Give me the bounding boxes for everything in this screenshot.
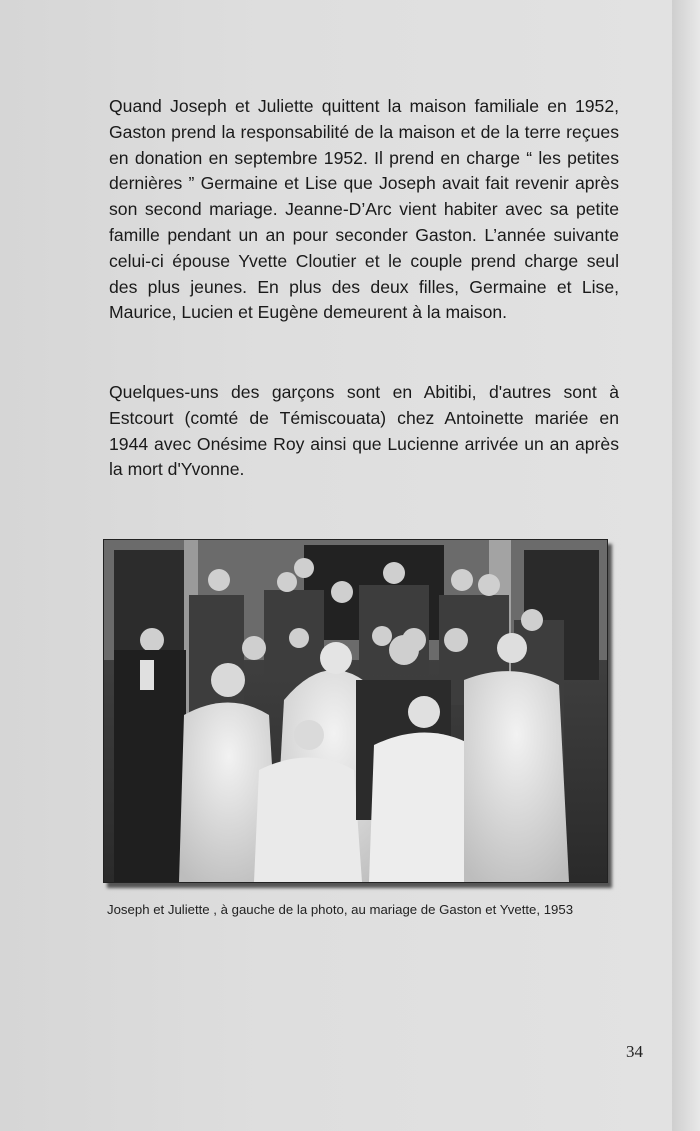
paragraph-2: Quelques-uns des garçons sont en Abitibi, d'autres sont à Estcourt (comté de Témiscouata) chez Antoinette mariée en 1944 avec Onésime Roy ainsi que Lucienne arrivée un an après la mort d'Yvonne. xyxy=(109,382,619,480)
paragraph-1: Quand Joseph et Juliette quittent la maison familiale en 1952, Gaston prend la responsabilité de la maison et de la terre reçues en donation en septembre 1952. Il prend en charge “ les petites dernières ” Germaine et Lise que Joseph avait fait revenir après son second mariage. Jeanne-D’Arc vient habiter avec sa petite famille pendant un an pour seconder Gaston. L’année suivante celui-ci épouse Yvette Cloutier et le couple prend charge seul des plus jeunes. En plus des deux filles, Germaine et Lise, Maurice, Lucien et Eugène demeurent à la maison. xyxy=(109,96,619,323)
wedding-photo xyxy=(103,539,608,883)
photo-caption: Joseph et Juliette , à gauche de la photo, au mariage de Gaston et Yvette, 1953 xyxy=(107,902,574,917)
page-edge xyxy=(672,0,700,1131)
wedding-photo-image xyxy=(104,540,607,882)
page-number: 34 xyxy=(626,1042,643,1061)
